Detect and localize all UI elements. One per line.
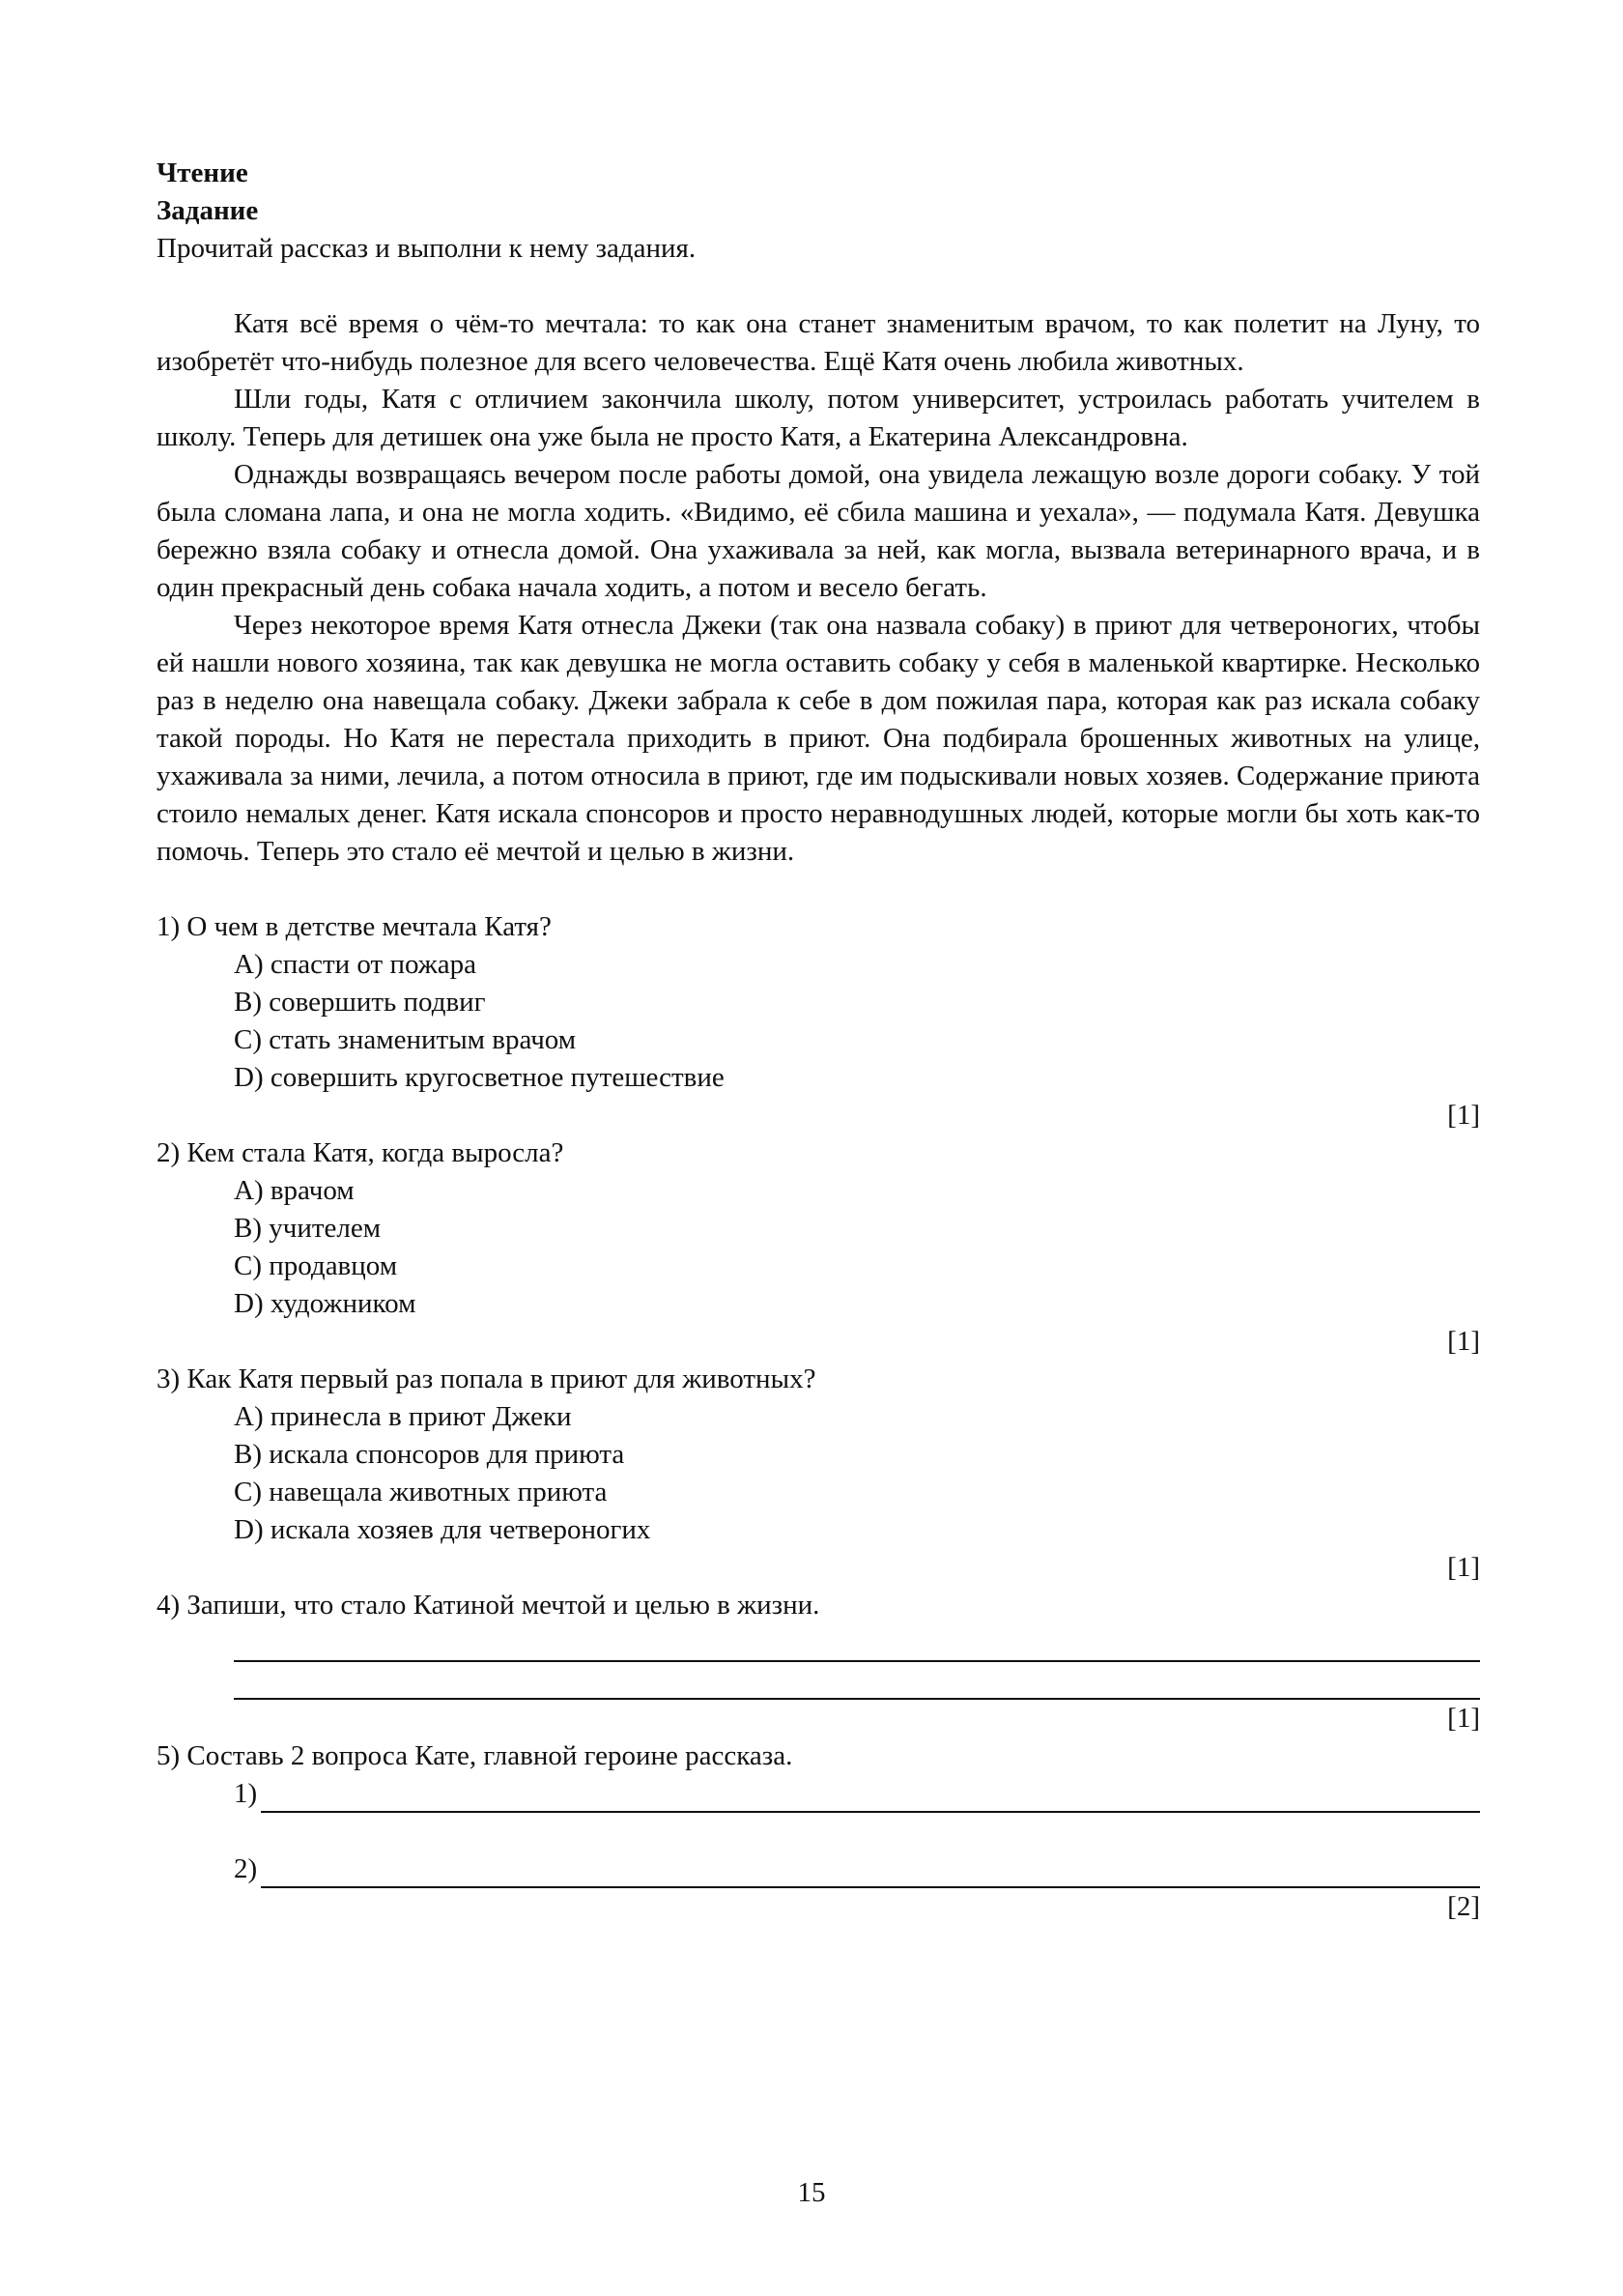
worksheet-page	[157, 155, 1480, 1926]
question-3	[157, 1361, 1480, 1587]
question-text: 5) Составь 2 вопроса Кате, главной героине рассказа.	[157, 1740, 793, 1771]
answer-line-2[interactable]	[157, 1851, 1480, 1888]
answer-option[interactable]: A) принесла в приют Джеки	[234, 1401, 572, 1432]
answer-blank[interactable]	[261, 1853, 1480, 1888]
question-1	[157, 908, 1480, 1134]
answer-option[interactable]: D) совершить кругосветное путешествие	[234, 1062, 725, 1093]
question-text: 3) Как Катя первый раз попала в приют для животных?	[157, 1363, 816, 1394]
score-mark: [1]	[1447, 1552, 1480, 1583]
answer-option[interactable]: B) совершить подвиг	[234, 987, 486, 1018]
answer-option[interactable]: A) врачом	[234, 1175, 355, 1206]
story-paragraph: Шли годы, Катя с отличием закончила школу, потом университет, устроилась работать учителем в школу. Теперь для детишек она уже была не просто Катя, а Екатерина Александровна.	[157, 384, 1480, 452]
score-mark: [1]	[1447, 1703, 1480, 1734]
answer-option[interactable]: D) художником	[234, 1288, 416, 1319]
answer-blank[interactable]	[261, 1778, 1480, 1813]
answer-line-1[interactable]	[157, 1775, 1480, 1813]
spacer	[157, 1813, 1480, 1851]
answer-option[interactable]: C) стать знаменитым врачом	[234, 1024, 577, 1055]
answer-label: 2)	[234, 1853, 258, 1884]
answer-option[interactable]: A) спасти от пожара	[234, 949, 477, 980]
story-paragraph: Однажды возвращаясь вечером после работы домой, она увидела лежащую возле дороги собаку. У той была сломана лапа, и она не могла ходить. «Видимо, её сбила машина и уехала», — подумала Катя. Девушка бережно взяла собаку и отнесла домой. Она ухаживала за ней, как могла, вызвала ветеринарного врача, и в один прекрасный день собака начала ходить, а потом и весело бегать.	[157, 459, 1480, 603]
question-text: 2) Кем стала Катя, когда выросла?	[157, 1137, 564, 1168]
section-heading: Чтение	[157, 158, 248, 188]
question-text: 4) Запиши, что стало Катиной мечтой и целью в жизни.	[157, 1590, 820, 1621]
answer-option[interactable]: C) навещала животных приюта	[234, 1477, 608, 1507]
answer-line[interactable]	[234, 1624, 1480, 1662]
story-paragraph: Катя всё время о чём-то мечтала: то как она станет знаменитым врачом, то как полетит на Луну, то изобретёт что-нибудь полезное для всего человечества. Ещё Катя очень любила животных.	[157, 308, 1480, 377]
story-paragraph: Через некоторое время Катя отнесла Джеки (так она назвала собаку) в приют для четвероногих, чтобы ей нашли нового хозяина, так как девушка не могла оставить собаку у себя в маленькой квартирке. Несколько раз в неделю она навещала собаку. Джеки забрала к себе в дом пожилая пара, которая как раз искала собаку такой породы. Но Катя не перестала приходить в приют. Она подбирала брошенных животных на улице, ухаживала за ними, лечила, а потом относила в приют, где им подыскивали новых хозяев. Содержание приюта стоило немалых денег. Катя искала спонсоров и просто неравнодушных людей, которые могли бы хоть как-то помочь. Теперь это стало её мечтой и целью в жизни.	[157, 610, 1480, 867]
answer-option[interactable]: C) продавцом	[234, 1250, 398, 1281]
answer-option[interactable]: B) искала спонсоров для приюта	[234, 1439, 625, 1470]
answer-label: 1)	[234, 1778, 258, 1809]
answer-option[interactable]: D) искала хозяев для четвероногих	[234, 1514, 651, 1545]
score-mark: [1]	[1447, 1100, 1480, 1131]
question-2	[157, 1134, 1480, 1361]
story-text	[157, 305, 1480, 871]
task-heading: Задание	[157, 195, 259, 226]
answer-option[interactable]: B) учителем	[234, 1213, 382, 1244]
instruction-text: Прочитай рассказ и выполни к нему задания.	[157, 233, 697, 264]
question-4	[157, 1587, 1480, 1737]
question-text: 1) О чем в детстве мечтала Катя?	[157, 911, 552, 942]
answer-line[interactable]	[234, 1662, 1480, 1700]
score-mark: [2]	[1447, 1891, 1480, 1922]
score-mark: [1]	[1447, 1326, 1480, 1357]
question-5	[157, 1737, 1480, 1926]
page-number: 15	[797, 2177, 826, 2208]
